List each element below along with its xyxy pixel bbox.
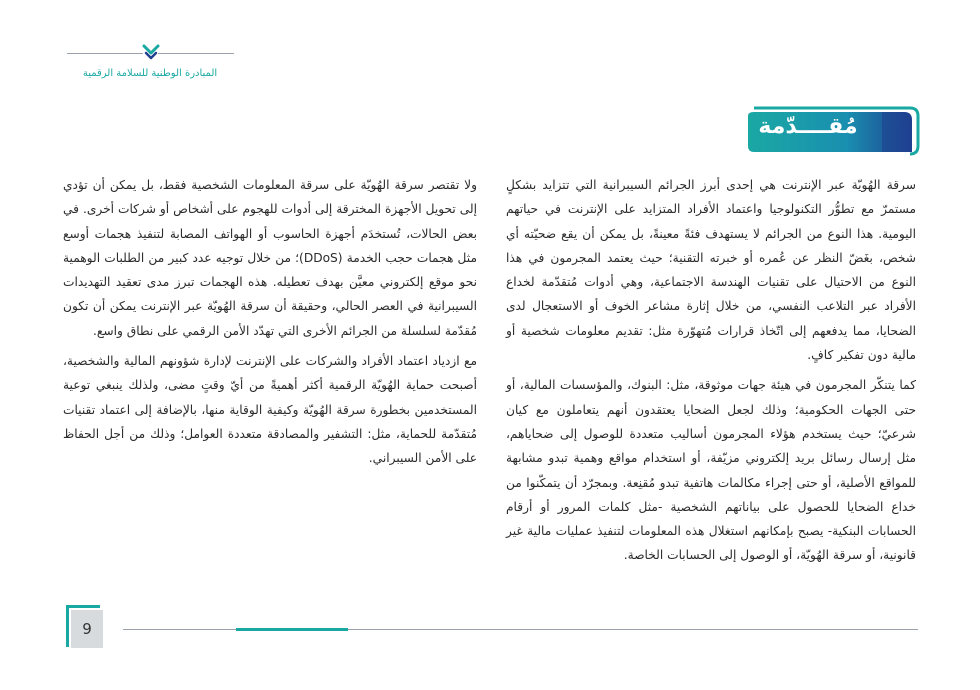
paragraph: سرقة الهُويّة عبر الإنترنت هي إحدى أبرز الجرائم السيبرانية التي تتزايد بشكلٍ مستمرّ مع تطوُّر التكنولوجيا واعتماد الأفراد المتزايد على الإنترنت في حياتهم اليومية. هذا النوع من الجرائم لا يستهدف فئةً معينةً، بل يمكن أن يقع ضحيّته أي شخص، بغَضّ النظر عن عُمره أو خبرته التقنية؛ حيث يعتمد المجرمون في هذا النوع من الاحتيال على تقنيات الهندسة الاجتماعية، وهي أدوات مُتقدّمة لخداع الأفراد عبر التلاعب النفسي، من خلال إثارة مشاعر الخوف أو الاستعجال لدى الضحايا، مما يدفعهم إلى اتّخاذ قرارات مُتهوّرة مثل: تقديم معلومات شخصية أو مالية دون تفكير كافٍ. xyxy=(506,178,916,363)
right-text-column xyxy=(506,173,916,574)
paragraph: ولا تقتصر سرقة الهُويّة على سرقة المعلومات الشخصية فقط، بل يمكن أن تؤدي إلى تحويل الأجهزة المخترقة إلى أدوات للهجوم على أشخاص أو شركات أخرى. في بعض الحالات، تُستخدَم أجهزة الحاسوب أو الهواتف المصابة لتنفيذ هجمات أوسع مثل هجمات حجب الخدمة (DDoS)؛ من خلال توجيه عدد كبير من الطلبات الوهمية نحو موقع إلكتروني معيَّن بهدف تعطيله. هذه الهجمات تبرز مدى تعقيد التهديدات السيبرانية في العصر الحالي، وحقيقة أن سرقة الهُويّة عبر الإنترنت يمكن أن تكون مُقدّمة لسلسلة من الجرائم الأخرى التي تهدّد الأمن الرقمي على نطاق واسع. xyxy=(63,178,477,338)
header-rule-right xyxy=(158,53,234,54)
footer-accent-bar xyxy=(236,628,348,631)
section-title: مُقــــدّمة xyxy=(758,114,858,139)
initiative-logo-icon xyxy=(140,41,162,63)
paragraph: مع ازدياد اعتماد الأفراد والشركات على الإنترنت لإدارة شؤونهم المالية والشخصية، أصبحت حماية الهُويّة الرقمية أكثر أهميةً من أيّ وقتٍ مضى، ولذلك ينبغي توعية المستخدمين بخطورة سرقة الهُويّة وكيفية الوقاية منها، بالإضافة إلى اعتماد تقنيات مُتقدّمة للحماية، مثل: التشفير والمصادقة متعددة العوامل؛ وذلك من أجل الحفاظ على الأمن السيبراني. xyxy=(63,354,477,466)
header-rule-left xyxy=(67,53,143,54)
paragraph: كما يتنكّر المجرمون في هيئة جهات موثوقة، مثل: البنوك، والمؤسسات المالية، أو حتى الجهات الحكومية؛ وذلك لجعل الضحايا يعتقدون أنهم يتعاملون مع كيان شرعيّ؛ حيث يستخدم هؤلاء المجرمون أساليب متعددة للوصول إلى ضحاياهم، مثل إرسال رسائل بريد إلكتروني مزيّفة، أو استخدام مواقع وهمية تبدو مشابهة للمواقع الأصلية، أو حتى إجراء مكالمات هاتفية تبدو مُقنِعة. وبمجرّد أن يتمكّنوا من خداع الضحايا للحصول على بياناتهم الشخصية -مثل كلمات المرور أو أرقام الحسابات البنكية- يصبح بإمكانهم استغلال هذه المعلومات لتنفيذ عمليات مالية غير قانونية، أو سرقة الهُويّة، أو الوصول إلى الحسابات الخاصة. xyxy=(506,378,916,563)
page-number: 9 xyxy=(71,610,103,648)
left-text-column xyxy=(63,173,477,477)
initiative-title: المبادرة الوطنية للسلامة الرقمية xyxy=(82,68,218,79)
